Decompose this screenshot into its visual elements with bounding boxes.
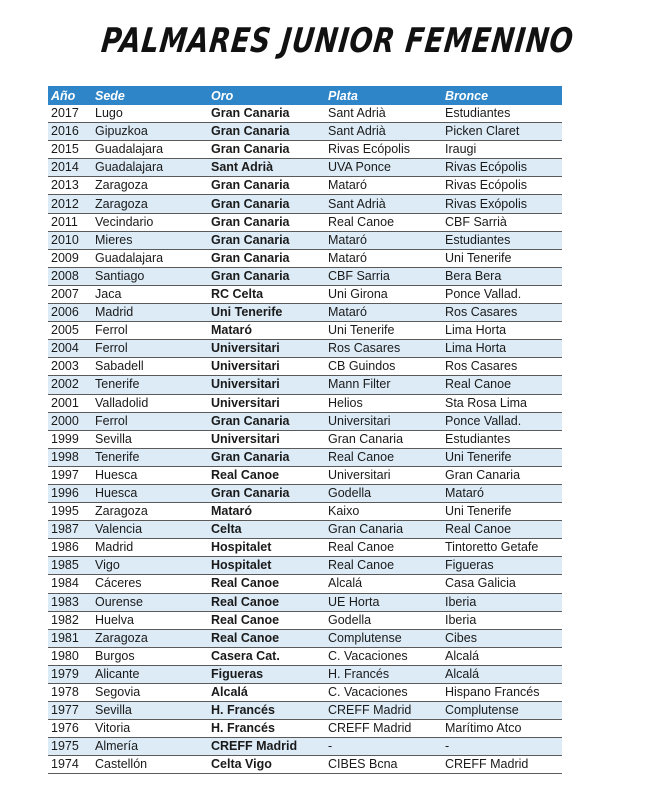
table-row	[48, 376, 562, 394]
year-cell: 1976	[48, 720, 92, 738]
plata-cell: Complutense	[325, 629, 442, 647]
plata-cell: Universitari	[325, 412, 442, 430]
sede-cell: Madrid	[92, 539, 208, 557]
sede-cell: Tenerife	[92, 376, 208, 394]
table-row	[48, 394, 562, 412]
sede-cell: Zaragoza	[92, 503, 208, 521]
table-row	[48, 629, 562, 647]
year-cell: 2012	[48, 195, 92, 213]
bronce-cell: Uni Tenerife	[442, 503, 562, 521]
year-cell: 1997	[48, 466, 92, 484]
bronce-cell: Figueras	[442, 557, 562, 575]
plata-cell: Gran Canaria	[325, 521, 442, 539]
year-cell: 2013	[48, 177, 92, 195]
sede-cell: Jaca	[92, 285, 208, 303]
sede-cell: Huelva	[92, 611, 208, 629]
oro-cell: Casera Cat.	[208, 647, 325, 665]
column-header-oro: Oro	[208, 86, 325, 105]
plata-cell: Sant Adrià	[325, 123, 442, 141]
bronce-cell: Sta Rosa Lima	[442, 394, 562, 412]
bronce-cell: Ponce Vallad.	[442, 285, 562, 303]
oro-cell: Sant Adrià	[208, 159, 325, 177]
year-cell: 2004	[48, 340, 92, 358]
sede-cell: Mieres	[92, 231, 208, 249]
year-cell: 1995	[48, 503, 92, 521]
sede-cell: Guadalajara	[92, 159, 208, 177]
table-row	[48, 738, 562, 756]
table-row	[48, 593, 562, 611]
oro-cell: Figueras	[208, 665, 325, 683]
year-cell: 1982	[48, 611, 92, 629]
year-cell: 1987	[48, 521, 92, 539]
year-cell: 2014	[48, 159, 92, 177]
sede-cell: Valladolid	[92, 394, 208, 412]
year-cell: 2008	[48, 267, 92, 285]
column-header-year: Año	[48, 86, 92, 105]
table-row	[48, 647, 562, 665]
bronce-cell: CREFF Madrid	[442, 756, 562, 774]
plata-cell: CB Guindos	[325, 358, 442, 376]
table-row	[48, 448, 562, 466]
table-row	[48, 756, 562, 774]
sede-cell: Lugo	[92, 105, 208, 123]
page-title: PALMARES JUNIOR FEMENINO	[99, 21, 576, 61]
column-header-sede: Sede	[92, 86, 208, 105]
bronce-cell: Real Canoe	[442, 376, 562, 394]
oro-cell: Hospitalet	[208, 557, 325, 575]
sede-cell: Guadalajara	[92, 249, 208, 267]
plata-cell: H. Francés	[325, 665, 442, 683]
year-cell: 1985	[48, 557, 92, 575]
year-cell: 2009	[48, 249, 92, 267]
sede-cell: Santiago	[92, 267, 208, 285]
table-row	[48, 521, 562, 539]
oro-cell: Alcalá	[208, 684, 325, 702]
year-cell: 1983	[48, 593, 92, 611]
sede-cell: Vitoria	[92, 720, 208, 738]
sede-cell: Castellón	[92, 756, 208, 774]
table-row	[48, 141, 562, 159]
year-cell: 1999	[48, 430, 92, 448]
sede-cell: Vecindario	[92, 213, 208, 231]
table-row	[48, 177, 562, 195]
plata-cell: Mataró	[325, 177, 442, 195]
bronce-cell: Uni Tenerife	[442, 249, 562, 267]
year-cell: 1975	[48, 738, 92, 756]
table-row	[48, 466, 562, 484]
sede-cell: Valencia	[92, 521, 208, 539]
bronce-cell: Uni Tenerife	[442, 448, 562, 466]
year-cell: 1977	[48, 702, 92, 720]
oro-cell: Celta Vigo	[208, 756, 325, 774]
plata-cell: Uni Girona	[325, 285, 442, 303]
table-row	[48, 340, 562, 358]
sede-cell: Guadalajara	[92, 141, 208, 159]
sede-cell: Ferrol	[92, 412, 208, 430]
plata-cell: CIBES Bcna	[325, 756, 442, 774]
sede-cell: Vigo	[92, 557, 208, 575]
year-cell: 2002	[48, 376, 92, 394]
table-header-row	[48, 86, 562, 105]
oro-cell: Mataró	[208, 322, 325, 340]
oro-cell: Real Canoe	[208, 629, 325, 647]
plata-cell: Mataró	[325, 231, 442, 249]
plata-cell: Rivas Ecópolis	[325, 141, 442, 159]
oro-cell: RC Celta	[208, 285, 325, 303]
plata-cell: Alcalá	[325, 575, 442, 593]
table-row	[48, 484, 562, 502]
table-row	[48, 304, 562, 322]
plata-cell: Mataró	[325, 304, 442, 322]
sede-cell: Gipuzkoa	[92, 123, 208, 141]
bronce-cell: Rivas Ecópolis	[442, 159, 562, 177]
bronce-cell: Estudiantes	[442, 105, 562, 123]
bronce-cell: Ros Casares	[442, 304, 562, 322]
bronce-cell: Real Canoe	[442, 521, 562, 539]
plata-cell: Mann Filter	[325, 376, 442, 394]
year-cell: 2017	[48, 105, 92, 123]
bronce-cell: Estudiantes	[442, 231, 562, 249]
year-cell: 1996	[48, 484, 92, 502]
plata-cell: Sant Adrià	[325, 195, 442, 213]
plata-cell: UE Horta	[325, 593, 442, 611]
year-cell: 1986	[48, 539, 92, 557]
plata-cell: Gran Canaria	[325, 430, 442, 448]
oro-cell: Gran Canaria	[208, 195, 325, 213]
oro-cell: Gran Canaria	[208, 249, 325, 267]
bronce-cell: Bera Bera	[442, 267, 562, 285]
year-cell: 1979	[48, 665, 92, 683]
table-row	[48, 430, 562, 448]
oro-cell: Universitari	[208, 340, 325, 358]
oro-cell: Gran Canaria	[208, 448, 325, 466]
table-row	[48, 684, 562, 702]
sede-cell: Madrid	[92, 304, 208, 322]
plata-cell: Uni Tenerife	[325, 322, 442, 340]
table-row	[48, 285, 562, 303]
table-row	[48, 213, 562, 231]
plata-cell: C. Vacaciones	[325, 684, 442, 702]
oro-cell: Gran Canaria	[208, 141, 325, 159]
table-row	[48, 322, 562, 340]
table-row	[48, 358, 562, 376]
bronce-cell: Mataró	[442, 484, 562, 502]
table-row	[48, 720, 562, 738]
plata-cell: Real Canoe	[325, 213, 442, 231]
plata-cell: Ros Casares	[325, 340, 442, 358]
bronce-cell: Cibes	[442, 629, 562, 647]
bronce-cell: Lima Horta	[442, 340, 562, 358]
plata-cell: Real Canoe	[325, 448, 442, 466]
sede-cell: Huesca	[92, 484, 208, 502]
bronce-cell: Alcalá	[442, 647, 562, 665]
table-row	[48, 231, 562, 249]
sede-cell: Zaragoza	[92, 629, 208, 647]
bronce-cell: CBF Sarrià	[442, 213, 562, 231]
table-row	[48, 702, 562, 720]
plata-cell: Godella	[325, 484, 442, 502]
bronce-cell: Estudiantes	[442, 430, 562, 448]
plata-cell: Kaixo	[325, 503, 442, 521]
table-row	[48, 105, 562, 123]
bronce-cell: Complutense	[442, 702, 562, 720]
oro-cell: H. Francés	[208, 702, 325, 720]
oro-cell: Universitari	[208, 430, 325, 448]
sede-cell: Huesca	[92, 466, 208, 484]
table-row	[48, 503, 562, 521]
year-cell: 2010	[48, 231, 92, 249]
bronce-cell: Lima Horta	[442, 322, 562, 340]
table-row	[48, 195, 562, 213]
year-cell: 2000	[48, 412, 92, 430]
sede-cell: Ferrol	[92, 322, 208, 340]
sede-cell: Segovia	[92, 684, 208, 702]
sede-cell: Sevilla	[92, 702, 208, 720]
table-row	[48, 267, 562, 285]
bronce-cell: Tintoretto Getafe	[442, 539, 562, 557]
plata-cell: Sant Adrià	[325, 105, 442, 123]
sede-cell: Burgos	[92, 647, 208, 665]
sede-cell: Tenerife	[92, 448, 208, 466]
oro-cell: H. Francés	[208, 720, 325, 738]
oro-cell: Real Canoe	[208, 575, 325, 593]
oro-cell: Gran Canaria	[208, 105, 325, 123]
plata-cell: Real Canoe	[325, 539, 442, 557]
bronce-cell: Iraugi	[442, 141, 562, 159]
bronce-cell: Rivas Ecópolis	[442, 177, 562, 195]
column-header-bronce: Bronce	[442, 86, 562, 105]
bronce-cell: Gran Canaria	[442, 466, 562, 484]
bronce-cell: Iberia	[442, 611, 562, 629]
oro-cell: Gran Canaria	[208, 213, 325, 231]
plata-cell: Real Canoe	[325, 557, 442, 575]
table-row	[48, 557, 562, 575]
oro-cell: Mataró	[208, 503, 325, 521]
year-cell: 2001	[48, 394, 92, 412]
sede-cell: Alicante	[92, 665, 208, 683]
sede-cell: Zaragoza	[92, 195, 208, 213]
table-row	[48, 575, 562, 593]
oro-cell: Hospitalet	[208, 539, 325, 557]
bronce-cell: Casa Galicia	[442, 575, 562, 593]
plata-cell: CREFF Madrid	[325, 720, 442, 738]
oro-cell: Gran Canaria	[208, 267, 325, 285]
oro-cell: Universitari	[208, 376, 325, 394]
oro-cell: Real Canoe	[208, 611, 325, 629]
table-row	[48, 611, 562, 629]
oro-cell: Gran Canaria	[208, 231, 325, 249]
bronce-cell: Rivas Exópolis	[442, 195, 562, 213]
plata-cell: Helios	[325, 394, 442, 412]
plata-cell: CBF Sarria	[325, 267, 442, 285]
oro-cell: Gran Canaria	[208, 484, 325, 502]
bronce-cell: Iberia	[442, 593, 562, 611]
bronce-cell: -	[442, 738, 562, 756]
bronce-cell: Ros Casares	[442, 358, 562, 376]
year-cell: 1981	[48, 629, 92, 647]
oro-cell: Uni Tenerife	[208, 304, 325, 322]
oro-cell: Gran Canaria	[208, 177, 325, 195]
oro-cell: Celta	[208, 521, 325, 539]
oro-cell: Real Canoe	[208, 466, 325, 484]
plata-cell: -	[325, 738, 442, 756]
year-cell: 1974	[48, 756, 92, 774]
oro-cell: Universitari	[208, 394, 325, 412]
bronce-cell: Hispano Francés	[442, 684, 562, 702]
sede-cell: Zaragoza	[92, 177, 208, 195]
sede-cell: Almería	[92, 738, 208, 756]
table-row	[48, 539, 562, 557]
column-header-plata: Plata	[325, 86, 442, 105]
table-row	[48, 159, 562, 177]
bronce-cell: Ponce Vallad.	[442, 412, 562, 430]
year-cell: 1980	[48, 647, 92, 665]
table-row	[48, 665, 562, 683]
year-cell: 2015	[48, 141, 92, 159]
year-cell: 1984	[48, 575, 92, 593]
year-cell: 2011	[48, 213, 92, 231]
year-cell: 2006	[48, 304, 92, 322]
plata-cell: Mataró	[325, 249, 442, 267]
table-row	[48, 412, 562, 430]
year-cell: 2005	[48, 322, 92, 340]
bronce-cell: Alcalá	[442, 665, 562, 683]
year-cell: 2016	[48, 123, 92, 141]
sede-cell: Ourense	[92, 593, 208, 611]
sede-cell: Sevilla	[92, 430, 208, 448]
plata-cell: C. Vacaciones	[325, 647, 442, 665]
plata-cell: Universitari	[325, 466, 442, 484]
bronce-cell: Marítimo Atco	[442, 720, 562, 738]
oro-cell: Gran Canaria	[208, 412, 325, 430]
plata-cell: UVA Ponce	[325, 159, 442, 177]
oro-cell: CREFF Madrid	[208, 738, 325, 756]
year-cell: 1998	[48, 448, 92, 466]
table-row	[48, 123, 562, 141]
year-cell: 2007	[48, 285, 92, 303]
oro-cell: Gran Canaria	[208, 123, 325, 141]
oro-cell: Real Canoe	[208, 593, 325, 611]
bronce-cell: Picken Claret	[442, 123, 562, 141]
sede-cell: Cáceres	[92, 575, 208, 593]
oro-cell: Universitari	[208, 358, 325, 376]
sede-cell: Ferrol	[92, 340, 208, 358]
table-row	[48, 249, 562, 267]
year-cell: 2003	[48, 358, 92, 376]
sede-cell: Sabadell	[92, 358, 208, 376]
plata-cell: CREFF Madrid	[325, 702, 442, 720]
year-cell: 1978	[48, 684, 92, 702]
palmares-table	[48, 86, 562, 774]
plata-cell: Godella	[325, 611, 442, 629]
